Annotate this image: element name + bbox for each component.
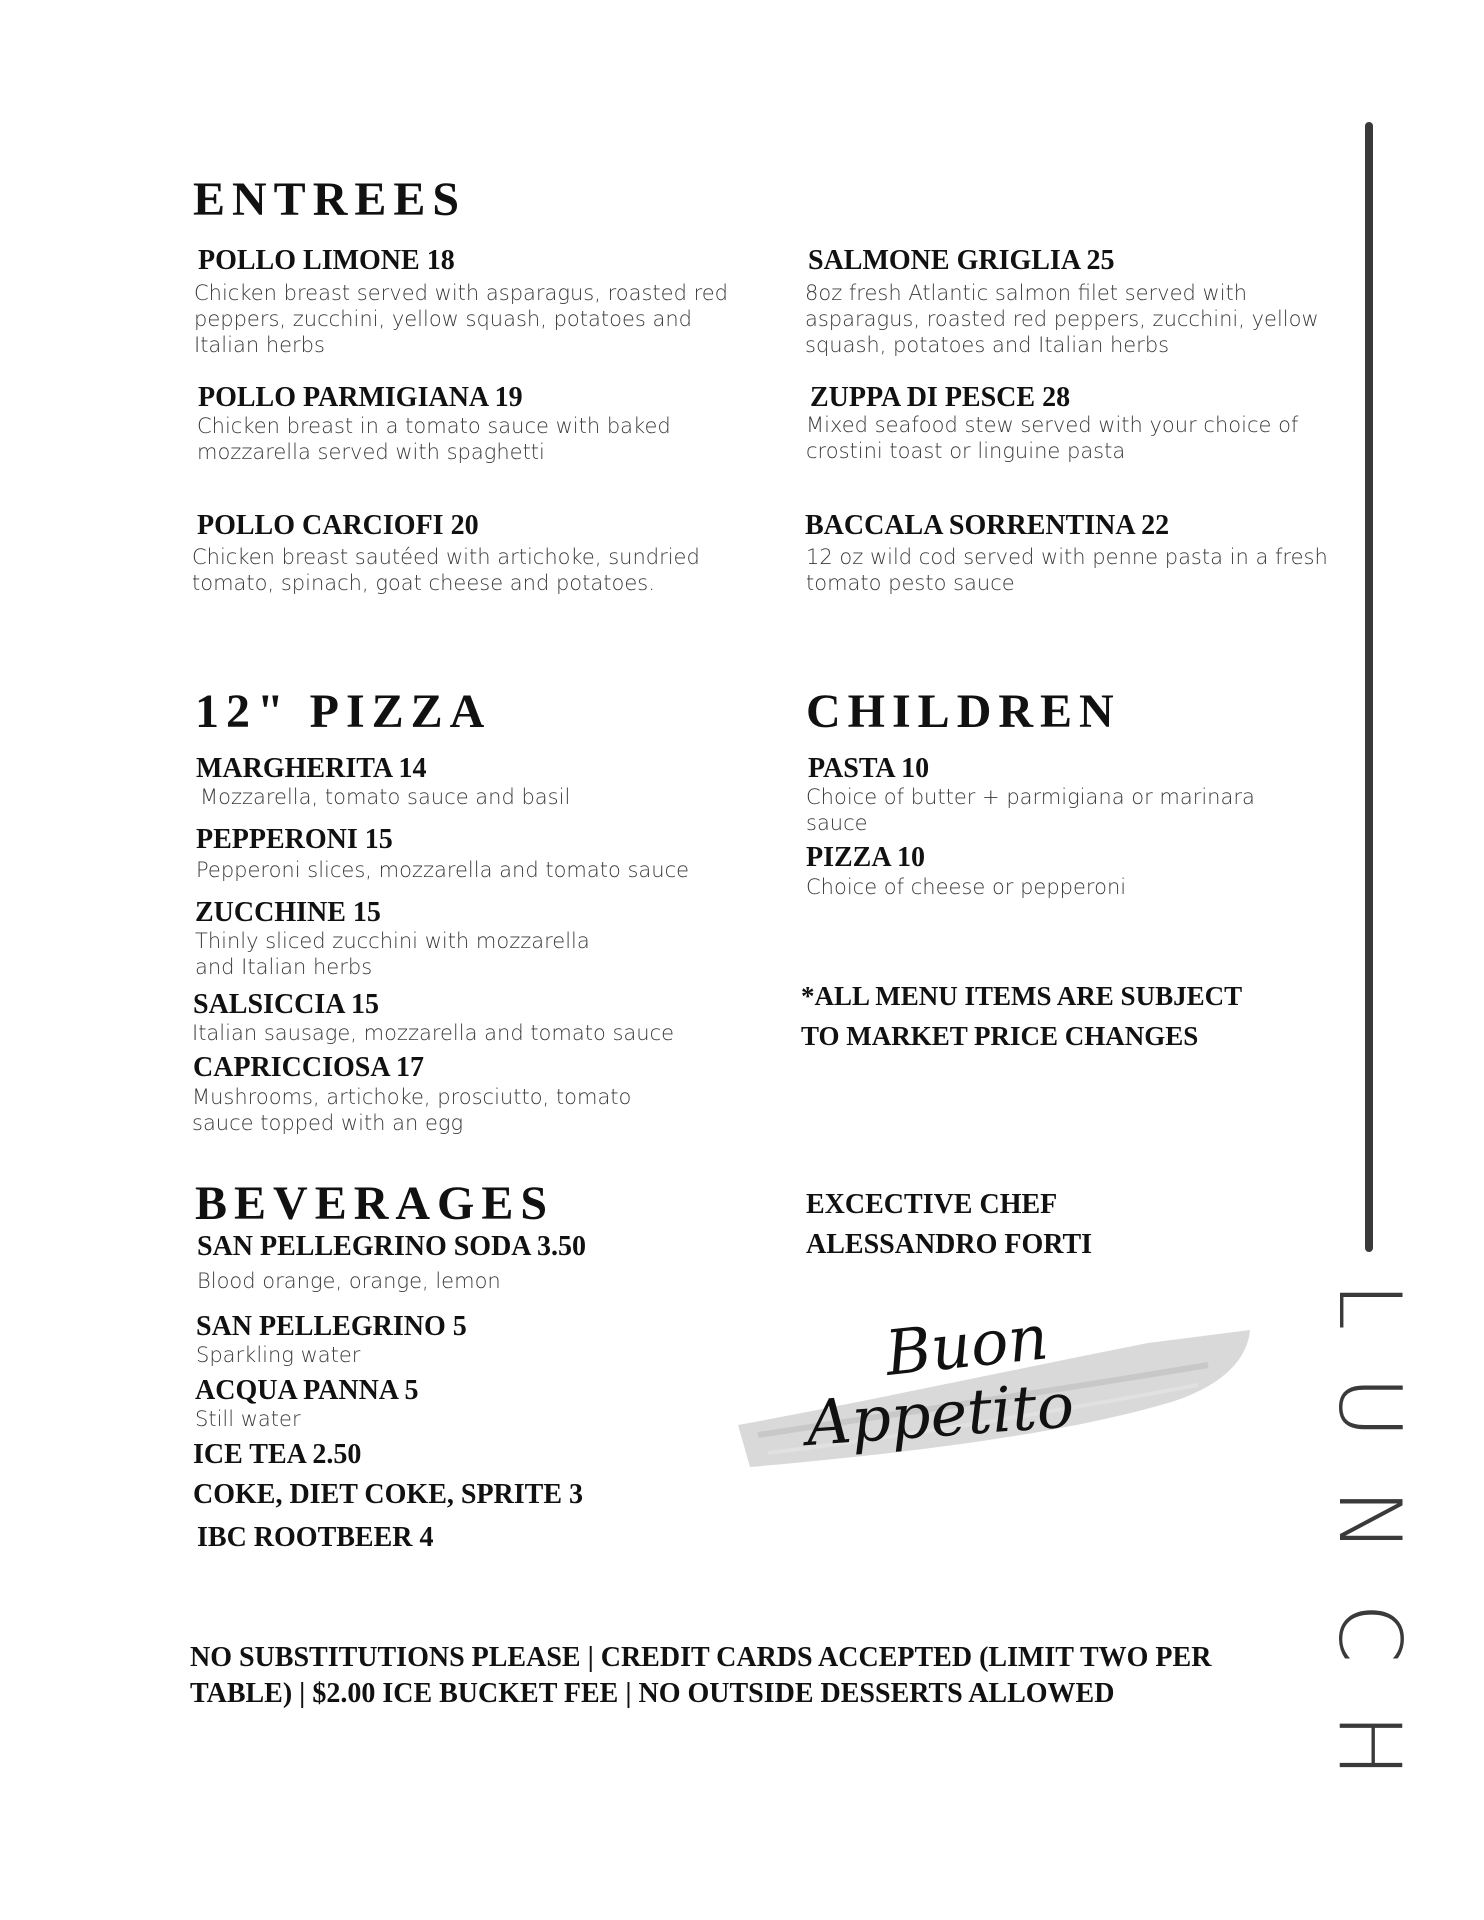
market-note-line: TO MARKET PRICE CHANGES: [801, 1021, 1199, 1051]
vertical-divider-line: [1365, 122, 1373, 1252]
chef-title: EXCECTIVE CHEF: [806, 1189, 1058, 1220]
item-desc: Chicken breast in a tomato sauce with baked mozzarella served with spaghetti: [197, 414, 671, 464]
entrees-heading: ENTREES: [193, 173, 467, 226]
beverage-item-name: SAN PELLEGRINO 5: [196, 1311, 467, 1342]
menu-item-pollo-limone: [198, 246, 728, 276]
beverages-heading: BEVERAGES: [195, 1177, 555, 1230]
signature-line: Buon: [881, 1300, 1052, 1390]
item-desc: 8oz fresh Atlantic salmon filet served with asparagus, roasted red peppers, zucchini, yellow squash, potatoes and Italian herbs: [805, 281, 1319, 357]
footer-policy-note: NO SUBSTITUTIONS PLEASE | CREDIT CARDS ACCEPTED (LIMIT TWO PER TABLE) | $2.00 ICE BUCKET FEE | NO OUTSIDE DESSERTS ALLOWED: [190, 1642, 1212, 1709]
market-price-note: [801, 976, 1242, 1056]
children-item-desc: Choice of cheese or pepperoni: [806, 875, 1127, 899]
pizza-item-desc: Italian sausage, mozzarella and tomato sauce: [192, 1021, 675, 1045]
item-name: SALMONE GRIGLIA 25: [808, 245, 1115, 276]
lunch-label-container: [1314, 1282, 1424, 1828]
children-item-desc: Choice of butter + parmigiana or marinara sauce: [806, 785, 1255, 835]
brush-stroke-graphic: [728, 1285, 1288, 1515]
children-heading: CHILDREN: [806, 685, 1121, 738]
item-desc: Mixed seafood stew served with your choice of crostini toast or linguine pasta: [806, 413, 1299, 463]
children-item-name: PASTA 10: [808, 753, 930, 784]
pizza-item-name: PEPPERONI 15: [196, 824, 393, 855]
item-desc: 12 oz wild cod served with penne pasta in a fresh tomato pesto sauce: [806, 545, 1328, 595]
pizza-item-desc: Pepperoni slices, mozzarella and tomato sauce: [196, 858, 690, 882]
menu-item-pollo-carciofi: [197, 511, 479, 541]
item-name: POLLO PARMIGIANA 19: [198, 382, 523, 413]
beverage-item-name: IBC ROOTBEER 4: [197, 1522, 434, 1553]
chef-name: ALESSANDRO FORTI: [806, 1229, 1093, 1260]
children-item-name: PIZZA 10: [806, 842, 926, 873]
executive-chef: [806, 1185, 1092, 1265]
item-name: ZUPPA DI PESCE 28: [810, 382, 1071, 413]
pizza-item-name: CAPRICCIOSA 17: [193, 1052, 425, 1083]
item-desc: Chicken breast sautéed with artichoke, sundried tomato, spinach, goat cheese and potatoes.: [192, 545, 700, 595]
beverage-item-name: COKE, DIET COKE, SPRITE 3: [193, 1479, 584, 1510]
item-name: POLLO LIMONE 18: [198, 245, 455, 276]
menu-item-salmone-griglia: [808, 246, 1338, 276]
item-desc: Chicken breast served with asparagus, roasted red peppers, zucchini, yellow squash, potatoes and Italian herbs: [194, 281, 729, 357]
beverage-item-desc: Blood orange, orange, lemon: [197, 1269, 501, 1293]
item-name: BACCALA SORRENTINA 22: [805, 510, 1170, 541]
pizza-heading: 12" PIZZA: [195, 685, 492, 738]
pizza-item-name: ZUCCHINE 15: [195, 897, 381, 928]
item-name: POLLO CARCIOFI 20: [197, 510, 479, 541]
menu-item-pollo-parmigiana: [198, 383, 523, 413]
beverage-item-name: ACQUA PANNA 5: [195, 1375, 419, 1406]
pizza-item-desc: Mushrooms, artichoke, prosciutto, tomato sauce topped with an egg: [192, 1085, 632, 1135]
beverage-item-name: SAN PELLEGRINO SODA 3.50: [197, 1231, 586, 1262]
market-note-line: *ALL MENU ITEMS ARE SUBJECT: [801, 981, 1243, 1011]
pizza-item-name: MARGHERITA 14: [196, 753, 427, 784]
menu-item-zuppa-di-pesce: [810, 383, 1070, 413]
buon-appetito-signature: [728, 1285, 1288, 1515]
pizza-item-desc: Thinly sliced zucchini with mozzarella and Italian herbs: [195, 929, 590, 979]
lunch-side-label: LUNCH: [1319, 1282, 1419, 1828]
beverage-item-name: ICE TEA 2.50: [193, 1439, 362, 1470]
pizza-item-desc: Mozzarella, tomato sauce and basil: [200, 785, 571, 809]
pizza-item-name: SALSICCIA 15: [193, 989, 379, 1020]
beverage-item-desc: Sparkling water: [196, 1343, 361, 1367]
beverage-item-desc: Still water: [195, 1407, 301, 1431]
signature-line: Appetito: [803, 1368, 1077, 1460]
menu-item-baccala-sorrentina: [805, 511, 1169, 541]
